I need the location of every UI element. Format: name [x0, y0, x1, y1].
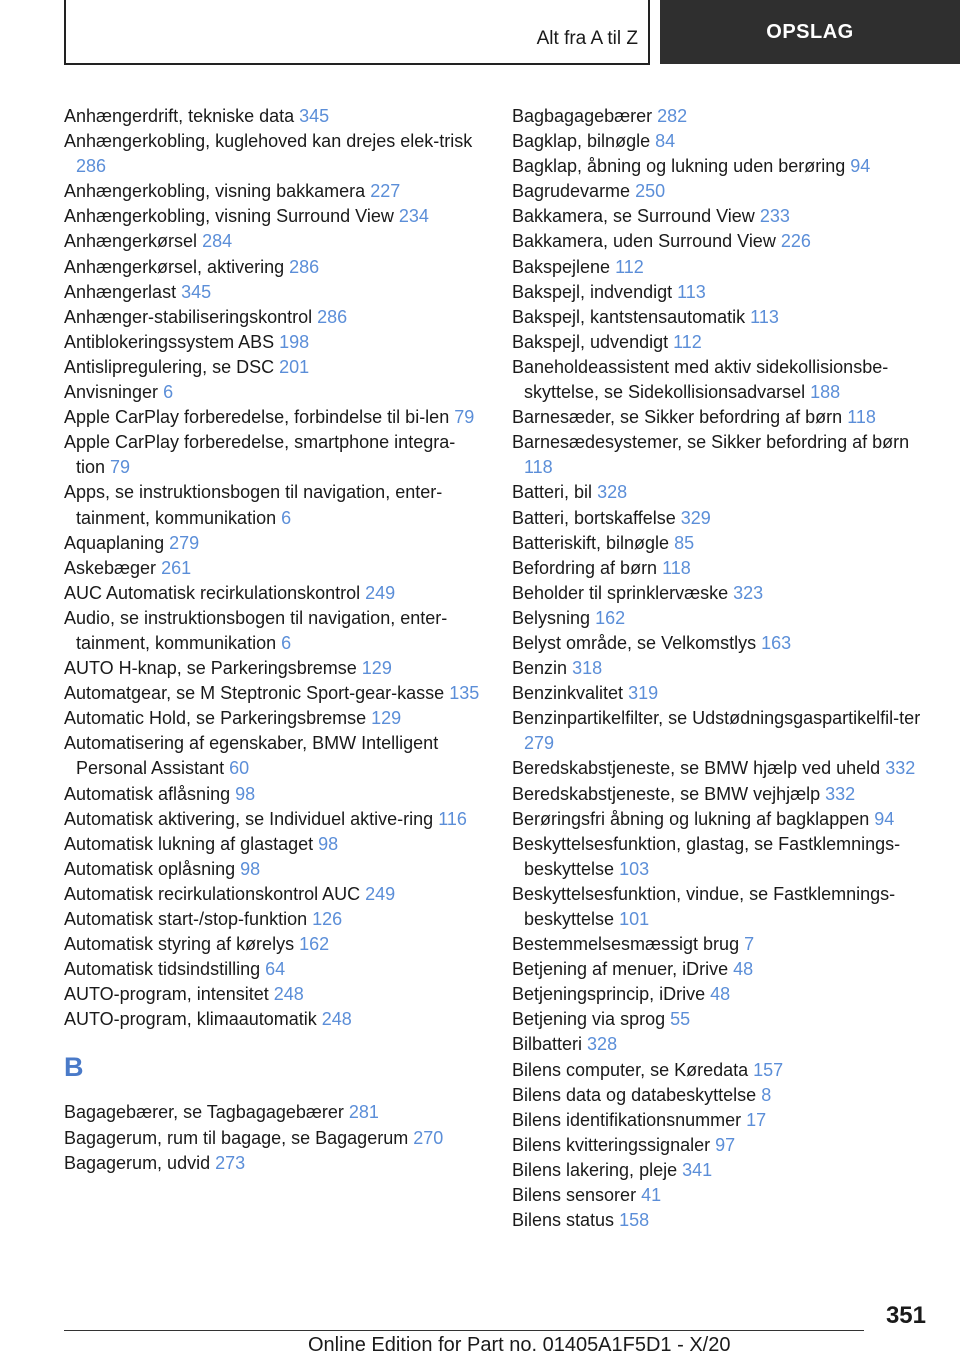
index-entry-term: Bilens data og databeskyttelse — [512, 1084, 757, 1105]
index-entry-page-link[interactable]: 135 — [449, 683, 480, 704]
index-entry-page-link[interactable]: 97 — [715, 1134, 736, 1155]
index-entry — [512, 305, 932, 330]
index-entry-term: Askebæger — [64, 557, 157, 578]
index-entry-term: Batteriskift, bilnøgle — [512, 532, 670, 553]
index-entry — [512, 606, 932, 631]
index-entry-page-link[interactable]: 118 — [847, 407, 876, 428]
index-entry — [512, 1032, 932, 1057]
index-entry-term: Bilens kvitteringssignaler — [512, 1134, 711, 1155]
index-entry-term: Antiblokeringssystem ABS — [64, 331, 275, 352]
index-entry-page-link[interactable]: 188 — [810, 382, 841, 403]
index-entry-page-link[interactable]: 163 — [761, 632, 792, 653]
index-entry — [512, 932, 932, 957]
index-entry-term: Anhængerlast — [64, 281, 177, 302]
index-entry-page-link[interactable]: 6 — [281, 507, 292, 528]
index-entry-term: Apple CarPlay forberedelse, forbindelse til bi-len — [64, 407, 450, 428]
index-entry — [512, 656, 932, 681]
index-entry-page-link[interactable]: 248 — [273, 984, 304, 1005]
index-entry-term: Automatisk tidsindstilling — [64, 959, 261, 980]
index-entry — [512, 179, 932, 204]
index-entry-page-link[interactable]: 98 — [235, 783, 256, 804]
footer-rule — [64, 1330, 864, 1331]
index-entry-term: Bagbagagebærer — [512, 106, 653, 126]
index-entry-page-link[interactable]: 332 — [885, 758, 916, 779]
index-entry — [64, 907, 484, 932]
index-entry — [64, 581, 484, 606]
index-entry-page-link[interactable]: 234 — [398, 206, 429, 227]
index-entry-page-link[interactable]: 79 — [454, 407, 475, 428]
index-entry-term: Bakspejl, indvendigt — [512, 281, 673, 302]
index-entry — [512, 154, 932, 179]
index-entry — [512, 556, 932, 581]
index-entry-term: Bilbatteri — [512, 1034, 583, 1055]
index-entry-page-link[interactable]: 261 — [161, 557, 192, 578]
index-entry-page-link[interactable]: 281 — [348, 1102, 379, 1123]
footer-edition: Online Edition for Part no. 01405A1F5D1 - X/20 — [308, 1334, 731, 1356]
index-entry — [64, 932, 484, 957]
index-entry-term: Bilens sensorer — [512, 1185, 637, 1206]
index-entry — [512, 430, 932, 480]
index-entry — [512, 355, 932, 405]
index-list-right — [512, 104, 932, 1233]
index-entry-page-link[interactable]: 116 — [438, 808, 467, 829]
index-entry — [512, 1208, 932, 1233]
index-entry-page-link[interactable]: 118 — [524, 457, 553, 478]
index-entry-page-link[interactable]: 329 — [680, 507, 711, 528]
index-entry-page-link[interactable]: 226 — [780, 231, 811, 252]
index-entry-page-link[interactable]: 7 — [744, 934, 755, 955]
index-entry-term: Anvisninger — [64, 382, 159, 403]
index-entry — [64, 1126, 484, 1151]
index-entry-term: Bilens identifikationsnummer — [512, 1109, 742, 1130]
index-entry-page-link[interactable]: 112 — [615, 256, 644, 277]
index-entry-page-link[interactable]: 48 — [733, 959, 754, 980]
index-list-b — [64, 1100, 484, 1175]
index-entry — [512, 506, 932, 531]
index-entry-page-link[interactable]: 129 — [371, 708, 402, 729]
index-entry-term: Automatisering af egenskaber, BMW Intelligent Personal Assistant — [64, 733, 439, 779]
index-entry — [64, 204, 484, 229]
index-entry — [64, 104, 484, 129]
index-entry-page-link[interactable]: 270 — [413, 1127, 444, 1148]
index-entry-page-link[interactable]: 112 — [673, 331, 702, 352]
index-entry-term: Aquaplaning — [64, 532, 165, 553]
index-entry — [64, 857, 484, 882]
index-entry-page-link[interactable]: 227 — [370, 181, 401, 202]
index-entry-page-link[interactable]: 158 — [619, 1210, 650, 1231]
index-entry — [64, 179, 484, 204]
index-entry — [64, 556, 484, 581]
index-entry — [64, 782, 484, 807]
index-entry-page-link[interactable]: 41 — [641, 1185, 662, 1206]
index-entry-page-link[interactable]: 101 — [619, 909, 650, 929]
index-entry-page-link[interactable]: 286 — [289, 256, 320, 277]
index-entry-page-link[interactable]: 345 — [181, 281, 212, 302]
index-entry-term: Automatisk oplåsning — [64, 858, 236, 879]
index-entry-page-link[interactable]: 248 — [321, 1009, 352, 1030]
index-entry-term: Automatisk aktivering, se Individuel aktive-ring — [64, 808, 434, 829]
index-entry-term: Bilens lakering, pleje — [512, 1159, 678, 1180]
index-entry-term: Belyst område, se Velkomstlys — [512, 632, 757, 653]
index-entry — [64, 305, 484, 330]
index-entry-page-link[interactable]: 319 — [628, 683, 659, 704]
index-column-left — [64, 104, 484, 1176]
index-entry — [512, 255, 932, 280]
index-entry — [512, 681, 932, 706]
index-entry-page-link[interactable]: 328 — [587, 1034, 618, 1055]
index-entry-term: Bagklap, åbning og lukning uden berøring — [512, 156, 846, 177]
index-entry-term: Batteri, bortskaffelse — [512, 507, 676, 528]
index-entry-term: Anhængerkørsel — [64, 231, 198, 252]
index-entry-term: Berøringsfri åbning og lukning af bagklappen — [512, 808, 870, 829]
header-section-title: Alt fra A til Z — [536, 28, 638, 49]
index-entry — [512, 832, 932, 882]
index-entry-page-link[interactable]: 113 — [750, 306, 779, 327]
index-entry — [64, 882, 484, 907]
header-tab-opslag[interactable]: OPSLAG — [660, 0, 960, 64]
index-entry-page-link[interactable]: 249 — [365, 883, 396, 904]
index-entry — [512, 1158, 932, 1183]
index-entry-term: Benzinkvalitet — [512, 683, 624, 704]
index-entry — [64, 255, 484, 280]
index-entry-page-link[interactable]: 94 — [850, 156, 871, 177]
index-entry-page-link[interactable]: 17 — [746, 1109, 767, 1130]
index-entry-term: Anhængerkobling, kuglehoved kan drejes elek-trisk — [64, 131, 473, 152]
index-entry-term: Anhænger-stabiliseringskontrol — [64, 306, 313, 327]
index-entry — [64, 656, 484, 681]
index-entry-term: Antislipregulering, se DSC — [64, 356, 275, 377]
index-entry-term: AUTO-program, intensitet — [64, 984, 269, 1005]
index-entry-term: Bagagerum, udvid — [64, 1152, 211, 1173]
index-entry-page-link[interactable]: 201 — [279, 356, 310, 377]
index-entry — [64, 706, 484, 731]
index-entry — [512, 882, 932, 932]
index-entry — [512, 1007, 932, 1032]
index-entry-term: Anhængerdrift, tekniske data — [64, 106, 295, 126]
index-entry-term: Anhængerkobling, visning Surround View — [64, 206, 394, 227]
index-entry-page-link[interactable]: 286 — [76, 156, 107, 177]
index-entry — [64, 1151, 484, 1176]
index-entry-term: AUTO-program, klimaautomatik — [64, 1009, 317, 1030]
index-entry — [64, 1007, 484, 1032]
index-entry-term: AUTO H-knap, se Parkeringsbremse — [64, 658, 357, 679]
index-entry — [512, 581, 932, 606]
index-entry — [64, 1100, 484, 1125]
index-column-right — [512, 104, 932, 1233]
index-entry — [512, 480, 932, 505]
index-entry — [512, 756, 932, 781]
section-letter: B — [64, 1052, 84, 1083]
index-entry — [64, 606, 484, 656]
index-entry-page-link[interactable]: 84 — [655, 131, 676, 152]
index-entry-page-link[interactable]: 6 — [163, 382, 174, 403]
index-entry-page-link[interactable]: 345 — [299, 106, 330, 126]
index-entry-term: Apps, se instruktionsbogen til navigation, enter-tainment, kommunikation — [64, 482, 443, 528]
index-entry-page-link[interactable]: 113 — [677, 281, 706, 302]
index-entry-page-link[interactable]: 273 — [215, 1152, 246, 1173]
index-entry-page-link[interactable]: 6 — [281, 632, 292, 653]
index-entry-term: Beholder til sprinklervæske — [512, 582, 729, 603]
index-entry-page-link[interactable]: 98 — [318, 833, 339, 854]
index-entry — [512, 1108, 932, 1133]
index-entry — [64, 480, 484, 530]
index-entry-term: Anhængerkørsel, aktivering — [64, 256, 285, 277]
index-entry — [512, 706, 932, 756]
index-entry — [512, 1183, 932, 1208]
index-entry — [64, 531, 484, 556]
index-entry-term: Barnesæder, se Sikker befordring af børn — [512, 407, 843, 428]
index-entry — [512, 807, 932, 832]
index-entry — [512, 405, 932, 430]
index-entry-term: Befordring af børn — [512, 557, 658, 578]
index-entry-page-link[interactable]: 323 — [733, 582, 764, 603]
index-entry — [512, 957, 932, 982]
index-entry — [512, 280, 932, 305]
index-entry-term: Bakkamera, uden Surround View — [512, 231, 776, 252]
index-entry — [512, 631, 932, 656]
index-entry — [64, 957, 484, 982]
index-entry — [512, 1133, 932, 1158]
index-entry-term: Beredskabstjeneste, se BMW hjælp ved uheld — [512, 758, 881, 779]
index-entry-page-link[interactable]: 198 — [279, 331, 310, 352]
index-entry-page-link[interactable]: 85 — [674, 532, 695, 553]
index-entry-page-link[interactable]: 79 — [110, 457, 131, 478]
index-entry — [64, 832, 484, 857]
index-entry-page-link[interactable]: 48 — [710, 984, 731, 1005]
index-entry-term: Betjening via sprog — [512, 1009, 666, 1030]
index-entry — [64, 129, 484, 179]
index-entry-term: Bestemmelsesmæssigt brug — [512, 934, 740, 955]
index-entry-page-link[interactable]: 286 — [317, 306, 348, 327]
index-entry — [64, 430, 484, 480]
index-entry-page-link[interactable]: 55 — [670, 1009, 691, 1030]
index-entry-page-link[interactable]: 8 — [761, 1084, 772, 1105]
index-entry-term: Bagklap, bilnøgle — [512, 131, 651, 152]
index-entry — [64, 731, 484, 781]
index-entry-term: Belysning — [512, 607, 591, 628]
index-entry — [64, 229, 484, 254]
index-entry — [512, 782, 932, 807]
index-entry — [512, 330, 932, 355]
header-mid-rule — [648, 0, 650, 64]
index-entry-term: Beredskabstjeneste, se BMW vejhjælp — [512, 783, 821, 804]
index-entry — [64, 807, 484, 832]
index-entry-page-link[interactable]: 118 — [662, 557, 691, 578]
index-entry-term: Betjeningsprincip, iDrive — [512, 984, 706, 1005]
index-entry — [512, 129, 932, 154]
index-entry-page-link[interactable]: 279 — [524, 733, 555, 754]
index-entry — [64, 280, 484, 305]
index-entry-term: Automatisk styring af kørelys — [64, 934, 295, 955]
index-entry-page-link[interactable]: 103 — [619, 858, 650, 879]
index-entry — [512, 104, 932, 129]
index-entry-term: Beskyttelsesfunktion, glastag, se Fastklemnings-beskyttelse — [512, 833, 901, 879]
index-entry-page-link[interactable]: 332 — [825, 783, 856, 804]
index-entry-page-link[interactable]: 162 — [595, 607, 626, 628]
index-entry-term: AUC Automatisk recirkulationskontrol — [64, 582, 361, 603]
index-entry-term: Beskyttelsesfunktion, vindue, se Fastklemnings-beskyttelse — [512, 883, 896, 929]
index-entry-term: Automatic Hold, se Parkeringsbremse — [64, 708, 367, 729]
index-entry-term: Benzin — [512, 658, 568, 679]
index-entry — [64, 380, 484, 405]
header-left-rule — [64, 0, 66, 64]
index-entry-page-link[interactable]: 94 — [874, 808, 895, 829]
index-entry — [64, 982, 484, 1007]
index-entry-term: Baneholdeassistent med aktiv sidekollisionsbe-skyttelse, se Sidekollisionsadvarsel — [512, 356, 889, 403]
index-entry-page-link[interactable]: 60 — [229, 758, 250, 779]
index-entry-term: Benzinpartikelfilter, se Udstødningsgaspartikelfil-ter — [512, 708, 921, 729]
index-entry — [512, 204, 932, 229]
index-entry-page-link[interactable]: 157 — [753, 1059, 784, 1080]
index-entry-term: Automatisk aflåsning — [64, 783, 231, 804]
index-entry-page-link[interactable]: 162 — [299, 934, 330, 955]
header-bottom-rule — [64, 63, 650, 65]
index-entry-page-link[interactable]: 279 — [169, 532, 200, 553]
index-entry-term: Bakkamera, se Surround View — [512, 206, 755, 227]
index-entry-page-link[interactable]: 64 — [265, 959, 286, 980]
index-entry — [64, 681, 484, 706]
index-entry-page-link[interactable]: 249 — [365, 582, 396, 603]
index-entry-term: Bilens status — [512, 1210, 615, 1231]
index-entry-term: Automatgear, se M Steptronic Sport-gear-kasse — [64, 683, 445, 704]
index-entry-term: Bagagebærer, se Tagbagagebærer — [64, 1102, 344, 1123]
index-list-a — [64, 104, 484, 1032]
index-entry-term: Audio, se instruktionsbogen til navigation, enter-tainment, kommunikation — [64, 607, 448, 653]
index-entry-term: Bagagerum, rum til bagage, se Bagagerum — [64, 1127, 409, 1148]
index-entry — [512, 982, 932, 1007]
index-entry — [512, 1058, 932, 1083]
index-entry-page-link[interactable]: 341 — [682, 1159, 713, 1180]
index-entry-page-link[interactable]: 98 — [240, 858, 261, 879]
index-entry-term: Bilens computer, se Køredata — [512, 1059, 749, 1080]
index-entry — [512, 1083, 932, 1108]
index-entry-term: Bakspejl, kantstensautomatik — [512, 306, 746, 327]
index-entry — [64, 405, 484, 430]
index-entry-page-link[interactable]: 233 — [759, 206, 790, 227]
index-entry-page-link[interactable]: 328 — [597, 482, 628, 503]
index-entry-term: Bagrudevarme — [512, 181, 631, 202]
index-entry-term: Bakspejlene — [512, 256, 611, 277]
index-entry — [64, 330, 484, 355]
index-entry-term: Anhængerkobling, visning bakkamera — [64, 181, 366, 202]
index-entry-term: Barnesædesystemer, se Sikker befordring af børn — [512, 432, 910, 453]
index-entry-term: Betjening af menuer, iDrive — [512, 959, 729, 980]
index-entry-page-link[interactable]: 126 — [312, 909, 343, 929]
index-entry-term: Batteri, bil — [512, 482, 593, 503]
index-entry — [64, 355, 484, 380]
index-entry-term: Automatisk recirkulationskontrol AUC — [64, 883, 361, 904]
index-entry-term: Automatisk start-/stop-funktion — [64, 909, 308, 929]
index-entry — [512, 531, 932, 556]
index-entry-term: Apple CarPlay forberedelse, smartphone integra-tion — [64, 432, 456, 478]
index-entry-term: Automatisk lukning af glastaget — [64, 833, 314, 854]
index-entry-page-link[interactable]: 129 — [361, 658, 392, 679]
index-entry-term: Bakspejl, udvendigt — [512, 331, 669, 352]
index-entry-page-link[interactable]: 250 — [635, 181, 666, 202]
index-entry-page-link[interactable]: 284 — [202, 231, 233, 252]
page-number: 351 — [885, 1302, 926, 1329]
index-entry-page-link[interactable]: 282 — [657, 106, 688, 126]
index-entry-page-link[interactable]: 318 — [572, 658, 603, 679]
index-entry — [512, 229, 932, 254]
